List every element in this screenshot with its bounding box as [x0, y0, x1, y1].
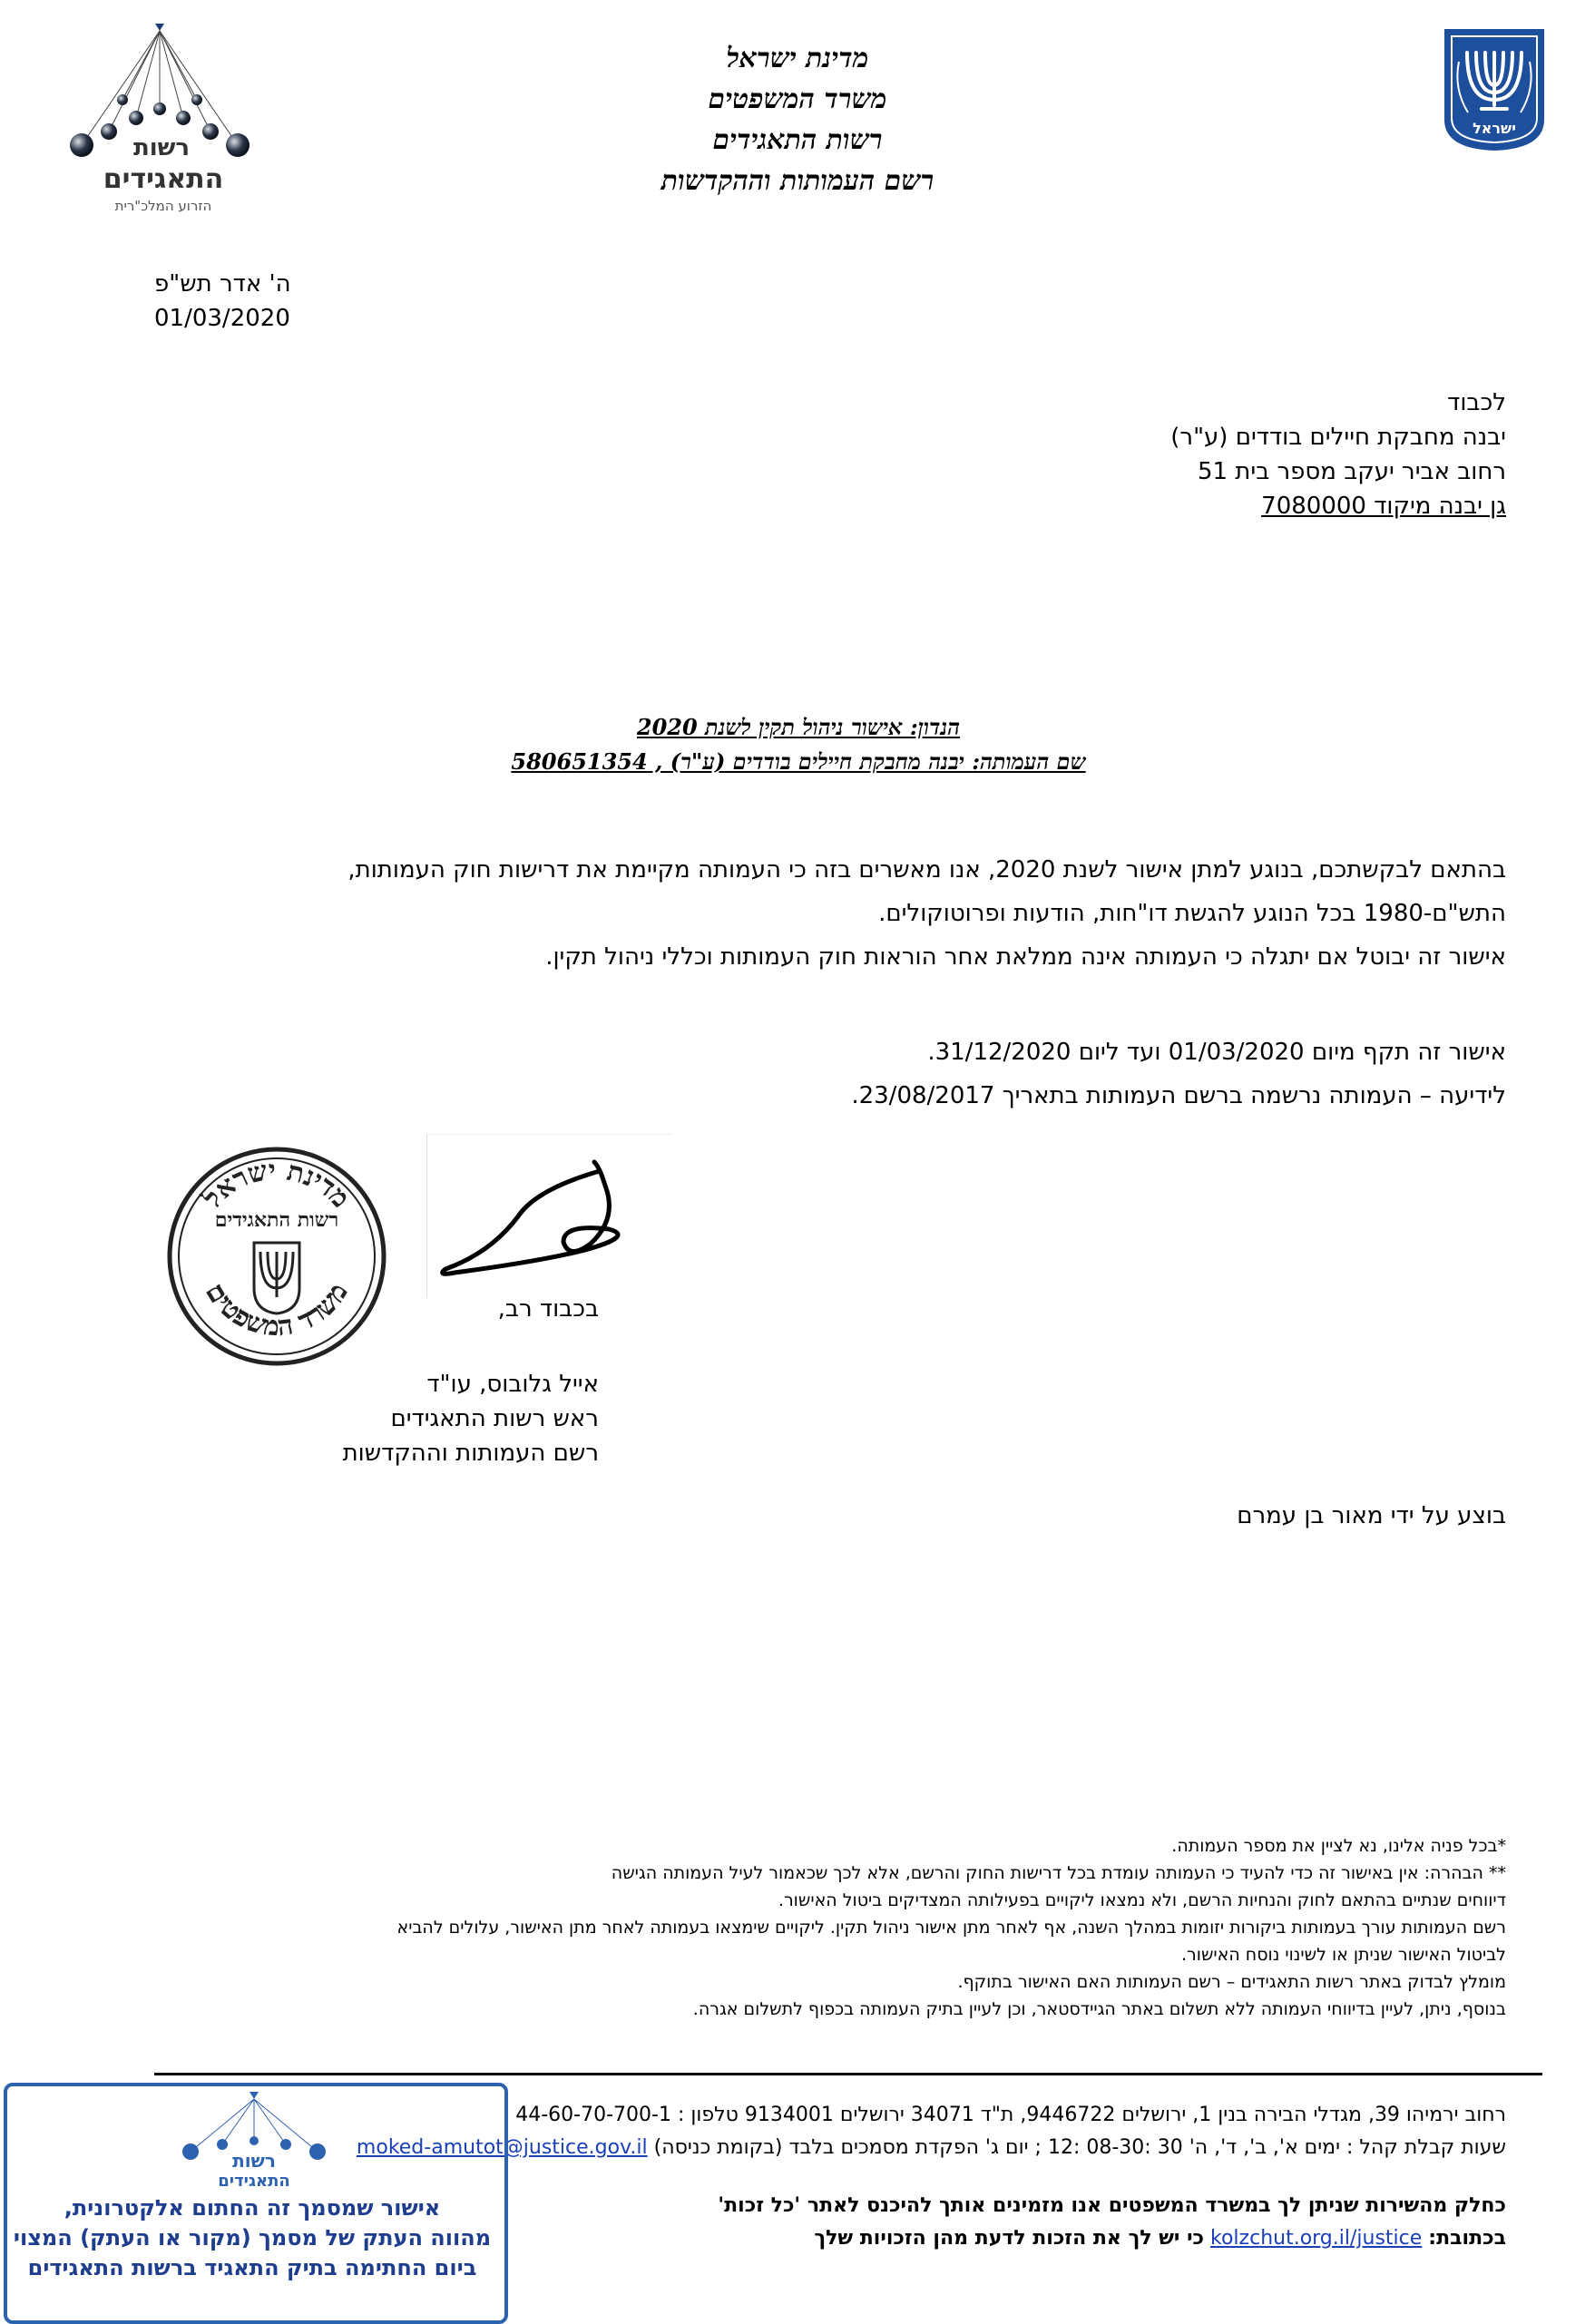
state-emblem — [1441, 25, 1548, 152]
footer-email-link[interactable]: moked-amutot@justice.gov.il — [356, 2136, 648, 2159]
footer-divider — [154, 2073, 1542, 2075]
association-name-line: שם העמותה: יבנה מחבקת חיילים בודדים (ע"ר) , 580651354 — [511, 748, 1086, 775]
stamp-middle-text: רשות התאגידים — [214, 1208, 339, 1232]
signatory-title-2: רשם העמותות וההקדשות — [342, 1440, 599, 1467]
validity-block — [64, 1030, 1506, 1118]
e-stamp-logo — [163, 2088, 345, 2195]
signatory-name: אייל גלובוס, עו"ד — [426, 1371, 599, 1398]
round-stamp-icon — [163, 1143, 390, 1370]
e-stamp-logo-line2: התאגידים — [218, 2172, 290, 2191]
executed-by: בוצע על ידי מאור בן עמרם — [1237, 1502, 1506, 1529]
letterhead-authority: רשות התאגידים — [712, 124, 883, 156]
body-paragraph-1-line-1: בהתאם לבקשתכם, בנוגע למתן אישור לשנת 2020, אנו מאשרים בזה כי העמותה מקיימת את דרישות חוק העמותות, — [347, 856, 1506, 884]
note-3-line-2: לביטול האישור שניתן או לשינוי נוסח האישור. — [1181, 1945, 1506, 1965]
footnotes — [0, 1832, 1506, 2023]
validity-period: אישור זה תקף מיום 01/03/2020 ועד ליום 31/12/2020. — [927, 1039, 1506, 1066]
letterhead — [571, 38, 1024, 201]
e-stamp-line-3: ביום החתימה בתיק התאגיד ברשות התאגידים — [27, 2255, 477, 2280]
signatory-title-1: ראש רשות התאגידים — [390, 1405, 599, 1432]
subject-line: הנדון: אישור ניהול תקין לשנת 2020 — [636, 714, 961, 740]
recipient-street: רחוב אביר יעקב מספר בית 51 — [1197, 458, 1506, 485]
footer-rights-text: כי יש לך את הזכות לדעת מהן הזכויות שלך — [814, 2227, 1205, 2250]
footer-address: רחוב ירמיהו 39, מגדלי הבירה בנין 1, ירושלים 9446722, ת"ד 34071 ירושלים 9134001 טלפון : 44-60-70-700-1 — [515, 2104, 1506, 2126]
recipient-city: גן יבנה מיקוד 7080000 — [1261, 493, 1506, 520]
footer-services: כחלק מהשירות שניתן לך במשרד המשפטים אנו מזמינים אותך להיכנס לאתר 'כל זכות' — [718, 2194, 1506, 2217]
e-stamp-text — [7, 2193, 497, 2283]
stamp-top-text: מדינת ישראל — [197, 1154, 357, 1215]
emblem-label: ישראל — [1473, 120, 1516, 137]
e-stamp-line-1: אישור שמסמך זה החתום אלקטרונית, — [64, 2195, 441, 2221]
e-stamp-line-2: מהווה העתק של מסמך (מקור או העתק) המצוי — [13, 2225, 492, 2251]
letter-body — [64, 848, 1506, 979]
note-4: מומלץ לבדוק באתר רשות התאגידים – רשם העמותות האם האישור בתוקף. — [957, 1972, 1506, 1992]
signature-closing: בכבוד רב, — [497, 1295, 599, 1323]
hebrew-date: ה' אדר תש"פ — [154, 270, 291, 298]
logo-text-line1: רשות — [132, 134, 191, 161]
note-1: *בכל פניה אלינו, נא לציין את מספר העמותה. — [1171, 1836, 1506, 1856]
logo-tagline: הזרוע המלכ"רית — [114, 198, 212, 214]
note-5: בנוסף, ניתן, לעיין בדיווחי העמותה ללא תשלום באתר הגיידסטאר, וכן לעיין בתיק העמותה בכפוף לתשלום אגרה. — [692, 1999, 1506, 2019]
body-paragraph-1-line-2: התש"ם-1980 בכל הנוגע להגשת דו"חות, הודעות ופרוטוקולים. — [878, 900, 1506, 927]
note-3-line-1: רשם העמותות עורך בעמותות ביקורות יזומות במהלך השנה, אף לאחר מתן אישור ניהול תקין. ליקויים שימצאו בעמותה לאחר מתן האישור, עלולים להביא — [396, 1918, 1506, 1938]
kolzchut-link[interactable]: kolzchut.org.il/justice — [1210, 2227, 1423, 2250]
gregorian-date: 01/03/2020 — [154, 305, 290, 332]
note-2-line-1: ** הבהרה: אין באישור זה כדי להעיד כי העמותה עומדת בכל דרישות החוק והרשם, אלא לכך שכאמור לעיל העמותה הגישה — [611, 1863, 1506, 1883]
letterhead-state: מדינת ישראל — [726, 43, 869, 74]
recipient-salutation: לכבוד — [1447, 389, 1506, 416]
subject-block — [308, 710, 1288, 779]
footer-hours: שעות קבלת קהל : ימים א', ב', ד', ה' 30 :08-30 :12 ; יום ג' הפקדת מסמכים בלבד (בקומת כניסה) — [653, 2136, 1506, 2159]
letter-date — [154, 267, 372, 336]
recipient-block — [871, 386, 1506, 523]
body-paragraph-2: אישור זה יבוטל אם יתגלה כי העמותה אינה ממלאת אחר הוראות חוק העמותות וכללי ניהול תקין. — [545, 943, 1506, 971]
signature-block — [0, 1292, 599, 1326]
registration-date: לידיעה – העמותה נרשמה ברשם העמותות בתאריך 23/08/2017. — [851, 1082, 1506, 1109]
letterhead-ministry: משרד המשפטים — [708, 83, 887, 115]
footer-rights-prefix: בכתובת: — [1428, 2227, 1506, 2250]
note-2-line-2: דיווחים שנתיים בהתאם לחוק והנחיות הרשם, ולא נמצאו ליקויים בפעילותה המצדיקים ביטול האישור. — [778, 1890, 1506, 1910]
recipient-name: יבנה מחבקת חיילים בודדים (ע"ר) — [1170, 424, 1506, 451]
logo-text-line2: התאגידים — [103, 163, 224, 195]
ministry-round-stamp — [163, 1143, 390, 1370]
handwritten-signature — [426, 1134, 672, 1298]
corporations-authority-logo — [54, 18, 272, 227]
signature-scribble-icon — [427, 1135, 672, 1298]
signatory-block — [0, 1367, 599, 1470]
letterhead-registrar: רשם העמותות וההקדשות — [661, 165, 934, 197]
stamp-bottom-text: משרד המשפטים — [199, 1277, 355, 1343]
e-stamp-logo-line1: רשות — [232, 2150, 276, 2172]
